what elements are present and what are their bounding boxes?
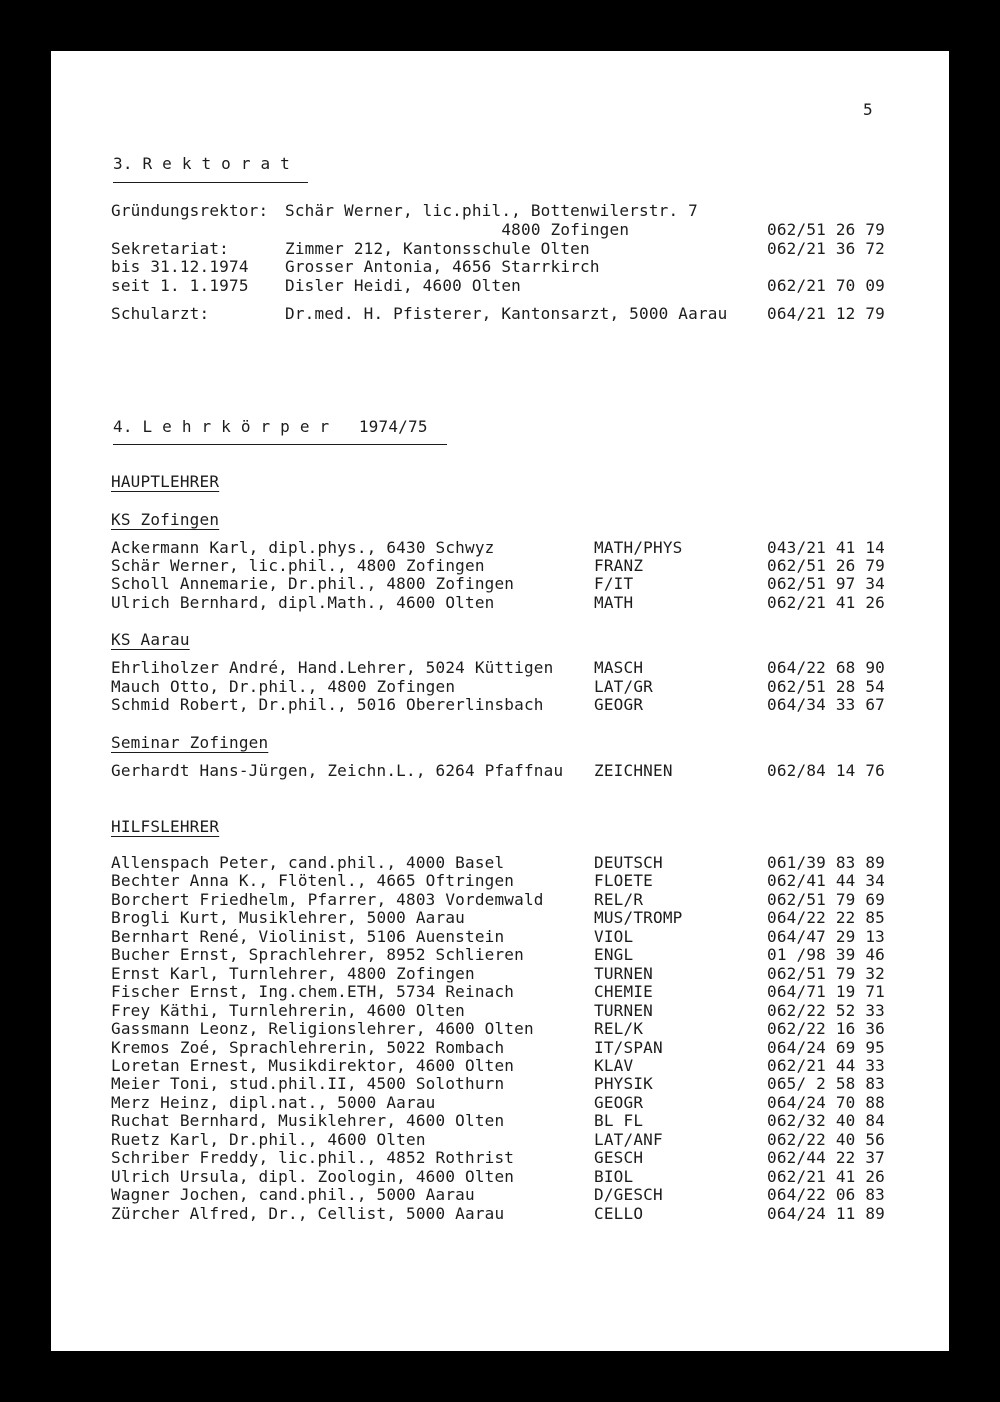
teacher-name: Gerhardt Hans-Jürgen, Zeichn.L., 6264 Pfaffnau bbox=[111, 761, 564, 780]
rektorat-phone: 064/21 12 79 bbox=[767, 304, 885, 323]
teacher-name: Ehrliholzer André, Hand.Lehrer, 5024 Küttigen bbox=[111, 658, 554, 677]
teacher-name: Mauch Otto, Dr.phil., 4800 Zofingen bbox=[111, 677, 456, 696]
teacher-phone: 064/24 11 89 bbox=[767, 1204, 885, 1223]
teacher-phone: 062/51 97 34 bbox=[767, 574, 885, 593]
teacher-subject: KLAV bbox=[594, 1056, 634, 1075]
teacher-phone: 064/34 33 67 bbox=[767, 695, 885, 714]
teacher-subject: MASCH bbox=[594, 658, 644, 677]
section-heading-lehrkoerper: 4. L e h r k ö r p e r 1974/75 bbox=[113, 417, 428, 436]
teacher-subject: LAT/ANF bbox=[594, 1130, 663, 1149]
teacher-phone: 064/22 22 85 bbox=[767, 908, 885, 927]
teacher-phone: 062/21 41 26 bbox=[767, 593, 885, 612]
teacher-name: Gassmann Leonz, Religionslehrer, 4600 Olten bbox=[111, 1019, 534, 1038]
teacher-phone: 064/22 06 83 bbox=[767, 1185, 885, 1204]
teacher-phone: 062/44 22 37 bbox=[767, 1148, 885, 1167]
teacher-subject: GEOGR bbox=[594, 695, 644, 714]
hauptlehrer-label: HAUPTLEHRER bbox=[111, 472, 220, 491]
rektorat-text: Schär Werner, lic.phil., Bottenwilerstr. 7 bbox=[285, 201, 698, 220]
teacher-name: Allenspach Peter, cand.phil., 4000 Basel bbox=[111, 853, 505, 872]
teacher-phone: 01 /98 39 46 bbox=[767, 945, 885, 964]
teacher-subject: FRANZ bbox=[594, 556, 644, 575]
rektorat-text: 4800 Zofingen bbox=[285, 220, 630, 239]
teacher-phone: 062/22 40 56 bbox=[767, 1130, 885, 1149]
teacher-phone: 062/22 52 33 bbox=[767, 1001, 885, 1020]
teacher-subject: MATH/PHYS bbox=[594, 538, 683, 557]
teacher-subject: LAT/GR bbox=[594, 677, 653, 696]
teacher-subject: CELLO bbox=[594, 1204, 644, 1223]
teacher-name: Ackermann Karl, dipl.phys., 6430 Schwyz bbox=[111, 538, 495, 557]
teacher-name: Ulrich Bernhard, dipl.Math., 4600 Olten bbox=[111, 593, 495, 612]
section-heading-rektorat: 3. R e k t o r a t bbox=[113, 154, 290, 173]
heading-underline bbox=[113, 182, 308, 183]
teacher-subject: MATH bbox=[594, 593, 634, 612]
teacher-phone: 065/ 2 58 83 bbox=[767, 1074, 885, 1093]
page-number: 5 bbox=[863, 100, 873, 119]
rektorat-label: Schularzt: bbox=[111, 304, 210, 323]
teacher-name: Fischer Ernst, Ing.chem.ETH, 5734 Reinach bbox=[111, 982, 515, 1001]
teacher-name: Schmid Robert, Dr.phil., 5016 Obererlinsbach bbox=[111, 695, 544, 714]
teacher-phone: 062/21 41 26 bbox=[767, 1167, 885, 1186]
teacher-name: Ruchat Bernhard, Musiklehrer, 4600 Olten bbox=[111, 1111, 505, 1130]
teacher-name: Schriber Freddy, lic.phil., 4852 Rothrist bbox=[111, 1148, 515, 1167]
group-title: KS Aarau bbox=[111, 630, 190, 649]
teacher-subject: TURNEN bbox=[594, 964, 653, 983]
rektorat-label: Gründungsrektor: bbox=[111, 201, 269, 220]
teacher-phone: 061/39 83 89 bbox=[767, 853, 885, 872]
teacher-phone: 064/47 29 13 bbox=[767, 927, 885, 946]
teacher-subject: MUS/TROMP bbox=[594, 908, 683, 927]
rektorat-text: Disler Heidi, 4600 Olten bbox=[285, 276, 521, 295]
teacher-subject: BIOL bbox=[594, 1167, 634, 1186]
teacher-subject: BL FL bbox=[594, 1111, 644, 1130]
teacher-subject: FLOETE bbox=[594, 871, 653, 890]
teacher-name: Kremos Zoé, Sprachlehrerin, 5022 Rombach bbox=[111, 1038, 505, 1057]
teacher-name: Bernhart René, Violinist, 5106 Auenstein bbox=[111, 927, 505, 946]
teacher-phone: 043/21 41 14 bbox=[767, 538, 885, 557]
teacher-name: Merz Heinz, dipl.nat., 5000 Aarau bbox=[111, 1093, 436, 1112]
teacher-subject: REL/K bbox=[594, 1019, 644, 1038]
teacher-phone: 064/24 70 88 bbox=[767, 1093, 885, 1112]
teacher-subject: GEOGR bbox=[594, 1093, 644, 1112]
teacher-name: Brogli Kurt, Musiklehrer, 5000 Aarau bbox=[111, 908, 465, 927]
rektorat-text: Dr.med. H. Pfisterer, Kantonsarzt, 5000 Aarau bbox=[285, 304, 728, 323]
teacher-phone: 062/51 79 69 bbox=[767, 890, 885, 909]
teacher-name: Bucher Ernst, Sprachlehrer, 8952 Schlieren bbox=[111, 945, 524, 964]
teacher-subject: IT/SPAN bbox=[594, 1038, 663, 1057]
teacher-phone: 062/32 40 84 bbox=[767, 1111, 885, 1130]
teacher-phone: 062/51 28 54 bbox=[767, 677, 885, 696]
teacher-name: Bechter Anna K., Flötenl., 4665 Oftringen bbox=[111, 871, 515, 890]
teacher-phone: 062/21 44 33 bbox=[767, 1056, 885, 1075]
teacher-phone: 064/22 68 90 bbox=[767, 658, 885, 677]
teacher-name: Frey Käthi, Turnlehrerin, 4600 Olten bbox=[111, 1001, 465, 1020]
teacher-subject: REL/R bbox=[594, 890, 644, 909]
teacher-name: Scholl Annemarie, Dr.phil., 4800 Zofingen bbox=[111, 574, 515, 593]
teacher-phone: 062/84 14 76 bbox=[767, 761, 885, 780]
teacher-subject: ZEICHNEN bbox=[594, 761, 673, 780]
rektorat-phone: 062/21 70 09 bbox=[767, 276, 885, 295]
teacher-name: Ulrich Ursula, dipl. Zoologin, 4600 Olten bbox=[111, 1167, 515, 1186]
hilfslehrer-label: HILFSLEHRER bbox=[111, 817, 220, 836]
teacher-phone: 062/22 16 36 bbox=[767, 1019, 885, 1038]
rektorat-phone: 062/21 36 72 bbox=[767, 239, 885, 258]
heading-underline bbox=[113, 444, 447, 445]
group-title: Seminar Zofingen bbox=[111, 733, 269, 752]
teacher-subject: PHYSIK bbox=[594, 1074, 653, 1093]
teacher-name: Borchert Friedhelm, Pfarrer, 4803 Vordemwald bbox=[111, 890, 544, 909]
teacher-subject: GESCH bbox=[594, 1148, 644, 1167]
teacher-phone: 064/71 19 71 bbox=[767, 982, 885, 1001]
teacher-phone: 064/24 69 95 bbox=[767, 1038, 885, 1057]
rektorat-label: Sekretariat: bbox=[111, 239, 229, 258]
teacher-name: Schär Werner, lic.phil., 4800 Zofingen bbox=[111, 556, 485, 575]
rektorat-text: Grosser Antonia, 4656 Starrkirch bbox=[285, 257, 600, 276]
document-page bbox=[51, 51, 949, 1351]
rektorat-phone: 062/51 26 79 bbox=[767, 220, 885, 239]
teacher-subject: DEUTSCH bbox=[594, 853, 663, 872]
rektorat-label: bis 31.12.1974 bbox=[111, 257, 249, 276]
teacher-name: Ruetz Karl, Dr.phil., 4600 Olten bbox=[111, 1130, 426, 1149]
teacher-subject: ENGL bbox=[594, 945, 634, 964]
teacher-subject: CHEMIE bbox=[594, 982, 653, 1001]
teacher-subject: F/IT bbox=[594, 574, 634, 593]
rektorat-label: seit 1. 1.1975 bbox=[111, 276, 249, 295]
teacher-subject: TURNEN bbox=[594, 1001, 653, 1020]
teacher-name: Meier Toni, stud.phil.II, 4500 Solothurn bbox=[111, 1074, 505, 1093]
teacher-subject: VIOL bbox=[594, 927, 634, 946]
teacher-phone: 062/51 26 79 bbox=[767, 556, 885, 575]
teacher-subject: D/GESCH bbox=[594, 1185, 663, 1204]
teacher-phone: 062/41 44 34 bbox=[767, 871, 885, 890]
teacher-name: Ernst Karl, Turnlehrer, 4800 Zofingen bbox=[111, 964, 475, 983]
teacher-name: Zürcher Alfred, Dr., Cellist, 5000 Aarau bbox=[111, 1204, 505, 1223]
teacher-name: Loretan Ernest, Musikdirektor, 4600 Olten bbox=[111, 1056, 515, 1075]
teacher-phone: 062/51 79 32 bbox=[767, 964, 885, 983]
teacher-name: Wagner Jochen, cand.phil., 5000 Aarau bbox=[111, 1185, 475, 1204]
rektorat-text: Zimmer 212, Kantonsschule Olten bbox=[285, 239, 590, 258]
group-title: KS Zofingen bbox=[111, 510, 220, 529]
